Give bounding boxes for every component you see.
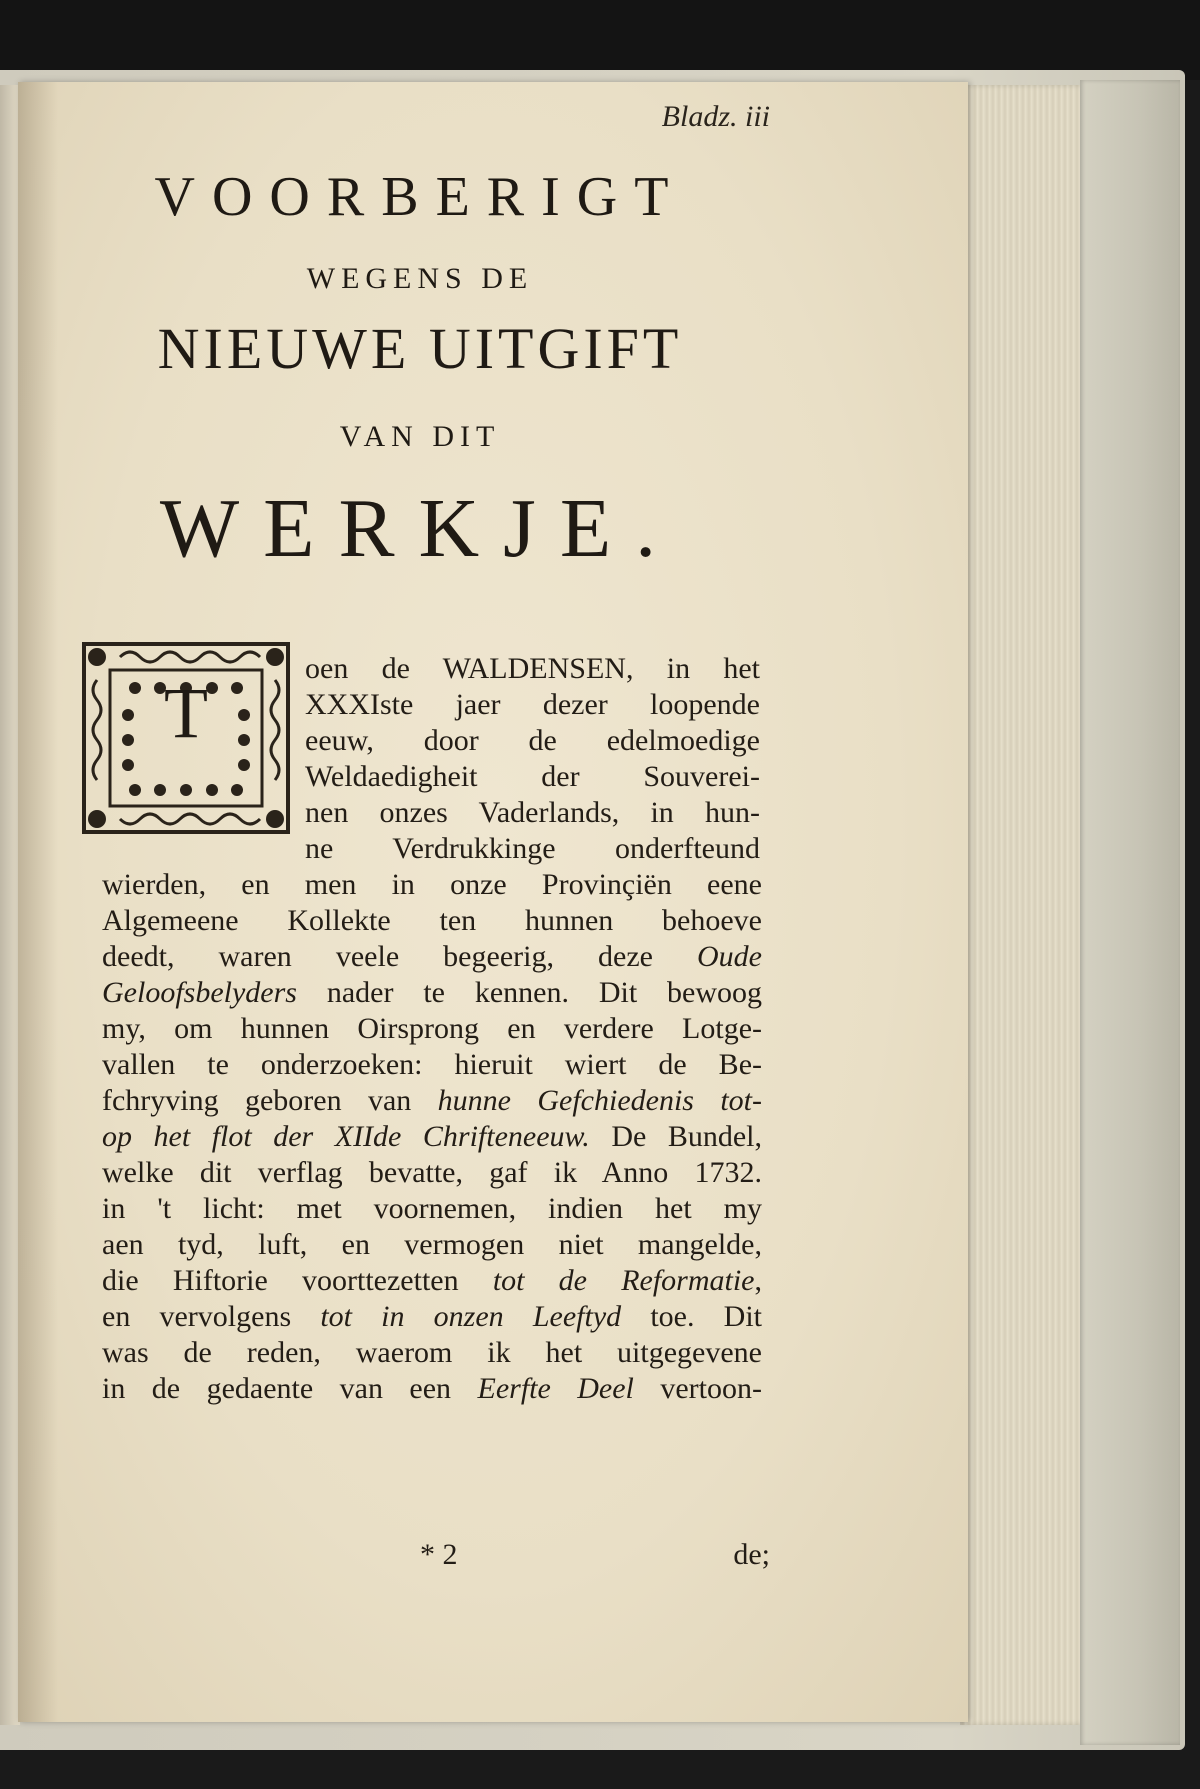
title-van-dit: VAN DIT <box>339 420 501 453</box>
text-line: eeuw, door de edelmoedige <box>305 724 760 757</box>
page-edges <box>960 85 1080 1725</box>
text-line: die Hiftorie voorttezetten tot de Reformatie, <box>102 1264 762 1297</box>
text-line: XXXIste jaer dezer loopende <box>305 688 760 721</box>
text-line: fchryving geboren van hunne Gefchiedenis tot- <box>102 1084 762 1117</box>
title-wegens-de: WEGENS DE <box>306 262 534 295</box>
gutter-shadow <box>18 82 58 1722</box>
text-line: oen de WALDENSEN, in het <box>305 652 760 685</box>
text-line: in de gedaente van een Eerfte Deel vertoon- <box>102 1372 762 1405</box>
text-line: in 't licht: met voornemen, indien het my <box>102 1192 762 1225</box>
text-line: Geloofsbelyders nader te kennen. Dit bewoog <box>102 976 762 1009</box>
signature-mark: * 2 <box>420 1538 458 1571</box>
text-line: aen tyd, luft, en vermogen niet mangelde, <box>102 1228 762 1261</box>
text-line: deedt, waren veele begeerig, deze Oude <box>102 940 762 973</box>
text-line: Algemeene Kollekte ten hunnen behoeve <box>102 904 762 937</box>
lead-paragraph <box>305 651 760 867</box>
text-line: was de reden, waerom ik het uitgegevene <box>102 1336 762 1369</box>
body-paragraph <box>102 867 762 1407</box>
text-line: wierden, en men in onze Provinçiën eene <box>102 868 762 901</box>
page-number: Bladz. iii <box>661 100 770 133</box>
title-voorberigt: VOORBERIGT <box>154 166 686 228</box>
book-board <box>1080 80 1180 1745</box>
title-nieuwe-uitgift: NIEUWE UITGIFT <box>157 316 683 381</box>
facing-page-edge <box>0 85 20 1725</box>
text-line: en vervolgens tot in onzen Leeftyd toe. Dit <box>102 1300 762 1333</box>
title-werkje: WERKJE. <box>159 482 681 575</box>
initial-letter: T <box>164 673 208 753</box>
text-line: vallen te onderzoeken: hieruit wiert de Be- <box>102 1048 762 1081</box>
background-top <box>0 0 1200 80</box>
text-line: Weldaedigheit der Souverei- <box>305 760 760 793</box>
text-line: my, om hunnen Oirsprong en verdere Lotge- <box>102 1012 762 1045</box>
text-line: welke dit verflag bevatte, gaf ik Anno 1732. <box>102 1156 762 1189</box>
catchword: de; <box>733 1538 770 1571</box>
text-line: nen onzes Vaderlands, in hun- <box>305 796 760 829</box>
text-line: op het flot der XIIde Chrifteneeuw. De Bundel, <box>102 1120 763 1153</box>
text-line: ne Verdrukkinge onderfteund <box>305 832 760 865</box>
decorated-initial <box>80 640 292 836</box>
